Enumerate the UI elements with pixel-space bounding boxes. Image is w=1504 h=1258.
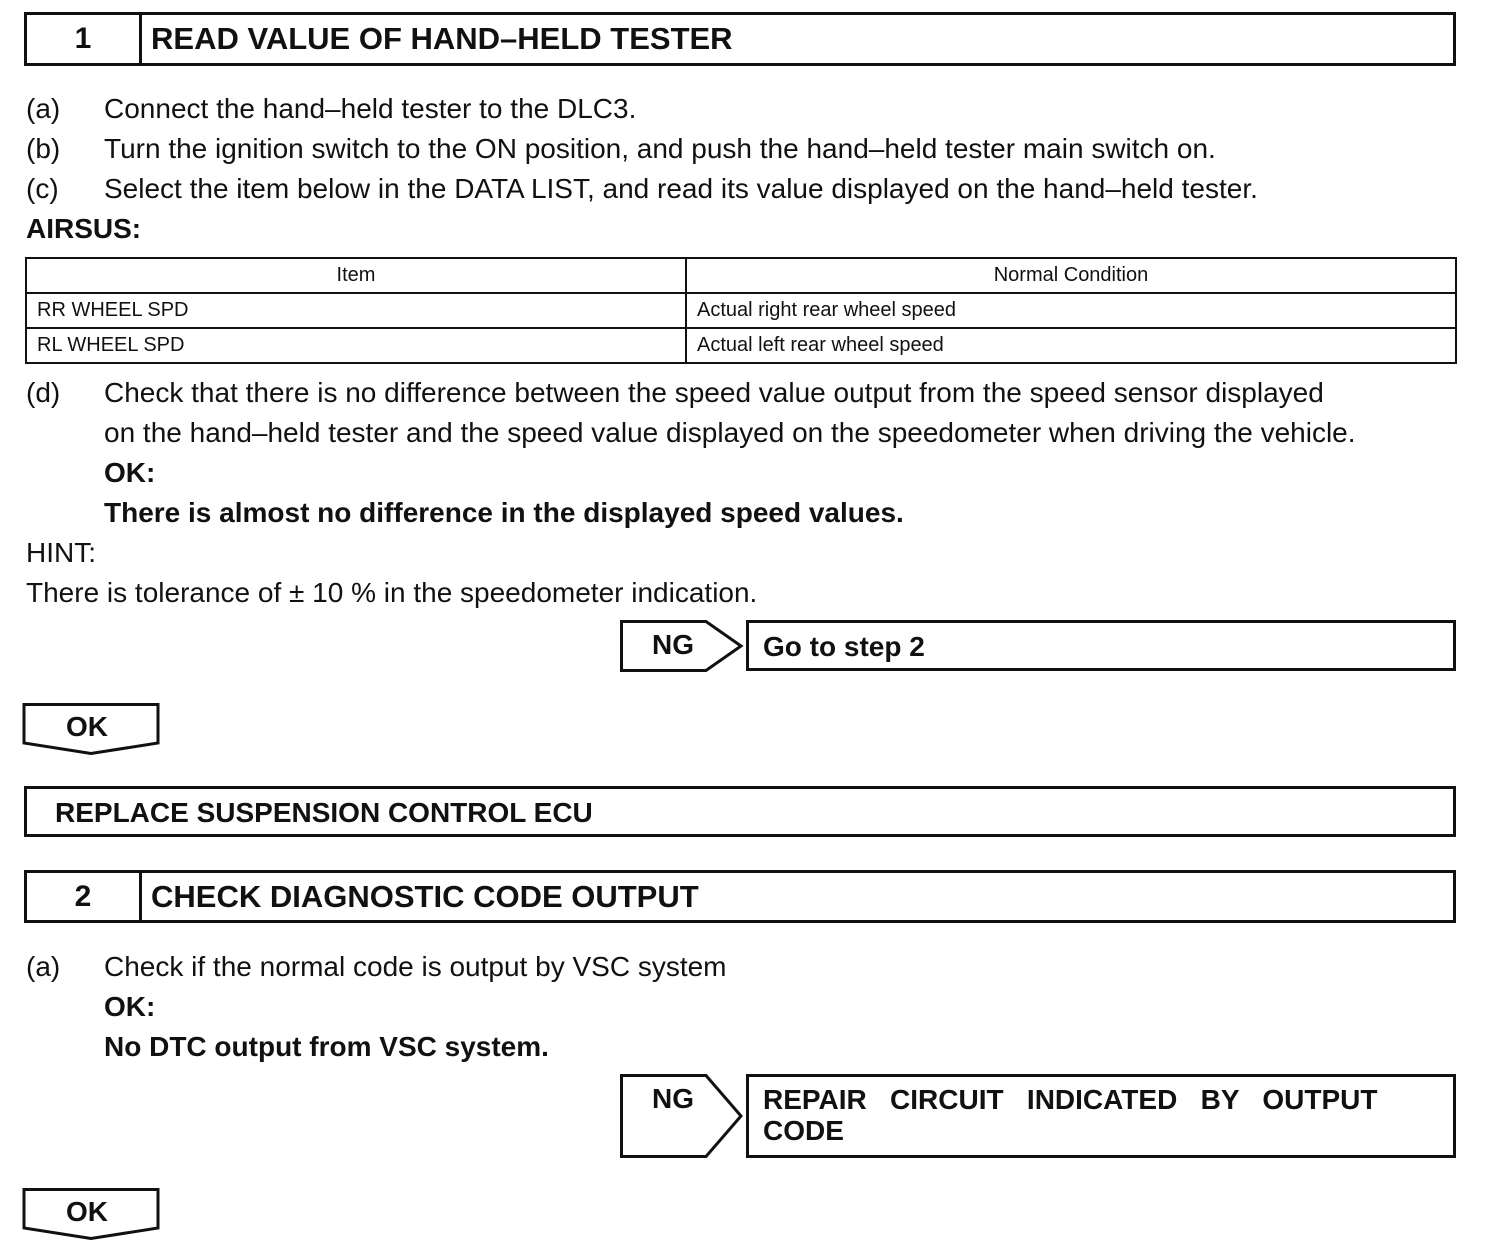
- step1-d-line2: on the hand–held tester and the speed value displayed on the speedometer when driving the vehicle.: [104, 417, 1356, 448]
- step1-ok-text: There is almost no difference in the displayed speed values.: [104, 497, 904, 528]
- hint-text: There is tolerance of ± 10 % in the speedometer indication.: [26, 577, 758, 608]
- step2-a-text: Check if the normal code is output by VSC system: [104, 951, 727, 982]
- step1-c-label: (c): [26, 173, 59, 204]
- step1-a-text: Connect the hand–held tester to the DLC3.: [104, 93, 637, 124]
- step2-header: [24, 870, 1456, 923]
- step1-header: [24, 12, 1456, 66]
- replace-ecu-text: REPLACE SUSPENSION CONTROL ECU: [55, 797, 593, 828]
- table-cell: Actual right rear wheel speed: [686, 293, 1456, 328]
- hint-label: HINT:: [26, 537, 96, 568]
- table-header-normal-condition: Normal Condition: [686, 258, 1456, 293]
- step1-c-text: Select the item below in the DATA LIST, and read its value displayed on the hand–held tester.: [104, 173, 1258, 204]
- step1-d-label: (d): [26, 377, 61, 408]
- step1-number: 1: [27, 15, 142, 63]
- table-header-row: [26, 258, 1456, 293]
- step2-ok-heading: OK:: [104, 991, 156, 1022]
- step1-a-label: (a): [26, 93, 61, 124]
- data-list-table: [25, 257, 1457, 364]
- step2-ng-action-line1: REPAIR CIRCUIT INDICATED BY OUTPUT: [763, 1084, 1378, 1115]
- step2-ng-label: NG: [652, 1083, 694, 1114]
- table-header-item: Item: [26, 258, 686, 293]
- table-cell: Actual left rear wheel speed: [686, 328, 1456, 363]
- table-row: [26, 328, 1456, 363]
- step1-ok-heading: OK:: [104, 457, 156, 488]
- table-row: [26, 293, 1456, 328]
- step1-d-line1: Check that there is no difference between the speed value output from the speed sensor displayed: [104, 377, 1324, 408]
- step2-ng-action-box: [746, 1074, 1456, 1158]
- step2-a-label: (a): [26, 951, 61, 982]
- step2-title: CHECK DIAGNOSTIC CODE OUTPUT: [151, 878, 699, 914]
- step1-b-text: Turn the ignition switch to the ON position, and push the hand–held tester main switch on.: [104, 133, 1216, 164]
- step2-ok-arrow-label: OK: [66, 1196, 108, 1227]
- airsus-label: AIRSUS:: [26, 213, 142, 244]
- step2-ok-text: No DTC output from VSC system.: [104, 1031, 549, 1062]
- table-cell: RR WHEEL SPD: [26, 293, 686, 328]
- step1-ok-arrow-label: OK: [66, 711, 108, 742]
- step1-ng-action: Go to step 2: [763, 631, 925, 662]
- replace-ecu-box: [24, 786, 1456, 837]
- table-cell: RL WHEEL SPD: [26, 328, 686, 363]
- step1-b-label: (b): [26, 133, 61, 164]
- step1-title: READ VALUE OF HAND–HELD TESTER: [151, 21, 733, 56]
- step1-ng-action-box: [746, 620, 1456, 671]
- step1-ng-label: NG: [652, 629, 694, 660]
- step2-ng-action-line2: CODE: [763, 1115, 844, 1146]
- step2-number: 2: [27, 873, 142, 920]
